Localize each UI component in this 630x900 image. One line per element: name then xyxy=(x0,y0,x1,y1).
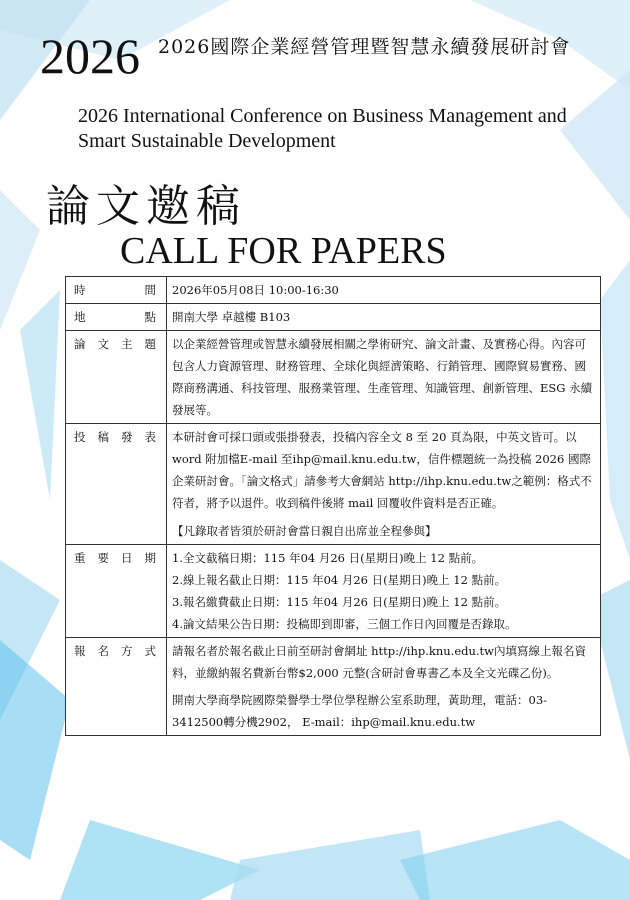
conference-year: 2026 xyxy=(40,28,140,84)
date-item: 3.報名繳費截止日期：115 年04 月26 日(星期日)晚上 12 點前。 xyxy=(172,595,507,609)
contact-text: 開南大學商學院國際榮譽學士學位學程辦公室系助理，黃助理，電話：03-3412500轉分機2902， E-mail：ihp@mail.knu.edu.tw xyxy=(172,693,548,729)
submission-label: 投稿發表 xyxy=(66,424,167,545)
info-table xyxy=(65,276,601,736)
location-value: 開南大學 卓越樓 B103 xyxy=(167,304,601,331)
location-label: 地 點 xyxy=(66,304,167,331)
registration-label: 報名方式 xyxy=(66,638,167,736)
row-dates xyxy=(66,545,601,638)
time-label: 時 間 xyxy=(66,277,167,304)
registration-cell xyxy=(167,638,601,736)
conference-title-en: 2026 International Conference on Business Management and Smart Sustainable Development xyxy=(78,105,567,152)
row-location xyxy=(66,304,601,331)
conference-title-zh: 2026國際企業經營管理暨智慧永續發展研討會 xyxy=(158,36,571,58)
row-submission xyxy=(66,424,601,545)
registration-text: 請報名者於報名截止日前至研討會網址 http://ihp.knu.edu.tw內填寫線上報名資料，並繳納報名費新台幣$2,000 元整(含研討會專書乙本及全文光碟乙份)。 xyxy=(172,644,587,680)
dates-list xyxy=(172,547,595,635)
dates-label: 重要日期 xyxy=(66,545,167,638)
topic-label: 論文主題 xyxy=(66,331,167,424)
call-for-papers-zh: 論文邀稿 xyxy=(46,181,246,232)
call-for-papers-en: CALL FOR PAPERS xyxy=(120,230,447,272)
row-topic xyxy=(66,331,601,424)
topic-value: 以企業經營管理或智慧永續發展相關之學術研究、論文計畫、及實務心得。內容可包含人力資源管理、財務管理、全球化與經濟策略、行銷管理、國際貿易實務、國際商務溝通、科技管理、服務業管理、生產管理、知識管理、創新管理、ESG 永續發展等。 xyxy=(167,331,601,424)
dates-cell xyxy=(167,545,601,638)
date-item: 1.全文截稿日期：115 年04 月26 日(星期日)晚上 12 點前。 xyxy=(172,551,484,565)
row-time xyxy=(66,277,601,304)
row-registration xyxy=(66,638,601,736)
date-item: 2.線上報名截止日期：115 年04 月26 日(星期日)晚上 12 點前。 xyxy=(172,573,507,587)
date-item: 4.論文結果公告日期：投稿即到即審，三個工作日內回覆是否錄取。 xyxy=(172,617,517,631)
submission-text: 本研討會可採口頭或張掛發表，投稿內容全文 8 至 20 頁為限，中英文皆可。以 word 附加檔E-mail 至ihp@mail.knu.edu.tw，信件標題統一為投稿 2026 國際企業研討會。「論文格式」請參考大會網站 http://ihp.knu.edu.tw之範例：格式不符者，將予以退件。收到稿件後將 mail 回覆收件資料是否正確。 xyxy=(172,430,592,510)
attendance-notice: 【凡錄取者皆須於研討會當日親自出席並全程參與】 xyxy=(172,524,437,538)
time-value: 2026年05月08日 10:00-16:30 xyxy=(167,277,601,304)
submission-cell xyxy=(167,424,601,545)
